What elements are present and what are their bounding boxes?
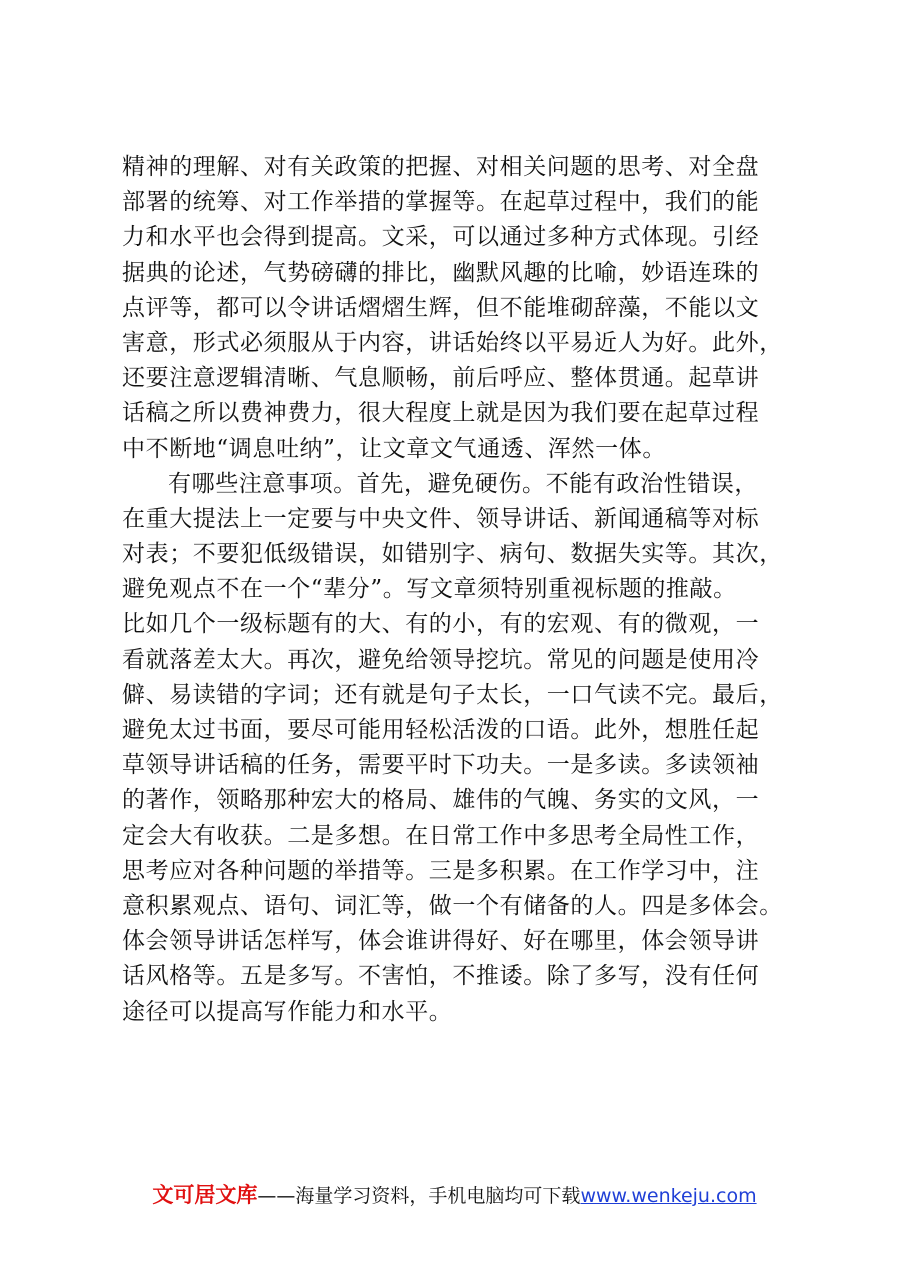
text-line: 思考应对各种问题的举措等。三是多积累。在工作学习中，注 xyxy=(122,857,760,884)
text-line: 途径可以提高写作能力和水平。 xyxy=(122,998,453,1025)
text-line: 有哪些注意事项。首先，避免硬伤。不能有政治性错误， xyxy=(168,470,758,497)
text-line: 点评等，都可以令讲话熠熠生辉，但不能堆砌辞藻，不能以文 xyxy=(122,294,760,321)
text-line: 话风格等。五是多写。不害怕，不推诿。除了多写，没有任何 xyxy=(122,963,760,990)
text-line: 体会领导讲话怎样写，体会谁讲得好、好在哪里，体会领导讲 xyxy=(122,928,760,955)
text-line: 力和水平也会得到提高。文采，可以通过多种方式体现。引经 xyxy=(122,224,760,251)
text-line: 害意，形式必须服从于内容，讲话始终以平易近人为好。此外， xyxy=(122,329,783,356)
footer-brand: 文可居文库 xyxy=(152,1183,258,1207)
text-line: 在重大提法上一定要与中央文件、领导讲话、新闻通稿等对标 xyxy=(122,505,760,532)
text-line: 的著作，领略那种宏大的格局、雄伟的气魄、务实的文风，一 xyxy=(122,787,760,814)
text-line: 避免太过书面，要尽可能用轻松活泼的口语。此外，想胜任起 xyxy=(122,717,760,743)
text-line: 意积累观点、语句、词汇等，做一个有储备的人。四是多体会。 xyxy=(122,892,783,919)
paragraph xyxy=(122,150,822,467)
text-line: 话稿之所以费神费力，很大程度上就是因为我们要在起草过程 xyxy=(122,400,760,427)
footer-tagline: ——海量学习资料，手机电脑均可下载 xyxy=(257,1185,581,1207)
text-line: 还要注意逻辑清晰、气息顺畅，前后呼应、整体贯通。起草讲 xyxy=(122,365,760,392)
text-line: 据典的论述，气势磅礴的排比，幽默风趣的比喻，妙语连珠的 xyxy=(122,259,760,286)
text-line: 精神的理解、对有关政策的把握、对相关问题的思考、对全盘 xyxy=(122,154,760,180)
text-line: 看就落差太大。再次，避免给领导挖坑。常见的问题是使用冷 xyxy=(122,646,760,673)
text-line: 对表；不要犯低级错误，如错别字、病句、数据失实等。其次， xyxy=(122,541,783,568)
text-line: 避免观点不在一个“辈分”。写文章须特别重视标题的推敲。 xyxy=(122,576,737,603)
text-line: 草领导讲话稿的任务，需要平时下功夫。一是多读。多读领袖 xyxy=(122,752,760,779)
text-line: 定会大有收获。二是多想。在日常工作中多思考全局性工作， xyxy=(122,822,760,849)
footer-banner xyxy=(0,1180,909,1211)
paragraph xyxy=(122,467,822,1030)
text-line: 中不断地“调息吐纳”，让文章文气通透、浑然一体。 xyxy=(122,435,666,462)
text-line: 比如几个一级标题有的大、有的小，有的宏观、有的微观，一 xyxy=(122,611,760,638)
text-line: 僻、易读错的字词；还有就是句子太长，一口气读不完。最后， xyxy=(122,681,783,708)
text-line: 部署的统筹、对工作举措的掌握等。在起草过程中，我们的能 xyxy=(122,189,760,216)
document-body xyxy=(122,150,822,1030)
footer-site-link[interactable]: www.wenkeju.com xyxy=(580,1185,757,1207)
